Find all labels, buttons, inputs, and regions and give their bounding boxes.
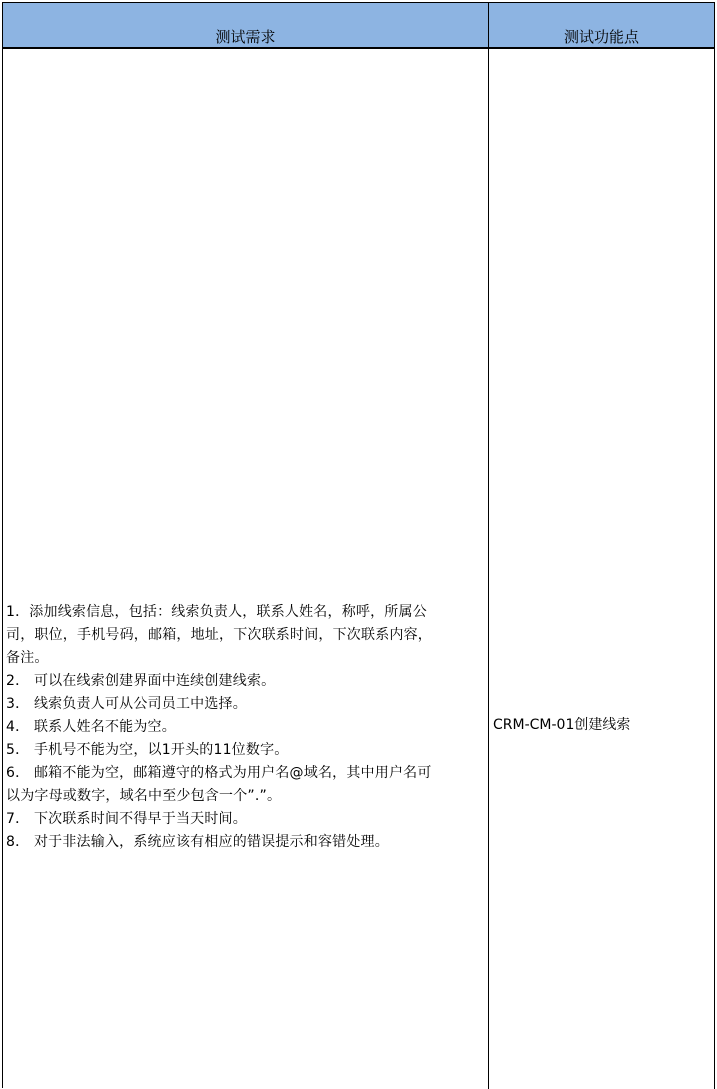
requirement-line: 8． 对于非法输入，系统应该有相应的错误提示和容错处理。 [6,834,389,850]
table-header-row [3,3,715,49]
requirement-line: 1．添加线索信息，包括：线索负责人，联系人姓名，称呼，所属公 [6,604,427,620]
requirements-text [6,601,484,854]
requirement-line: 4． 联系人姓名不能为空。 [6,719,176,735]
requirement-line: 司，职位，手机号码，邮箱，地址，下次联系时间，下次联系内容， [6,627,432,643]
spreadsheet-table [2,2,715,1088]
requirement-line: 3． 线索负责人可从公司员工中选择。 [6,696,247,712]
requirement-line: 7． 下次联系时间不得早于当天时间。 [6,811,247,827]
feature-point-text: CRM-CM-01创建线索 [493,717,631,733]
header-cell-requirements[interactable] [3,3,489,47]
header-label-requirements: 测试需求 [215,28,276,46]
header-label-feature-point: 测试功能点 [563,28,639,46]
requirement-line: 2． 可以在线索创建界面中连续创建线索。 [6,673,276,689]
cell-requirements[interactable] [3,49,489,1089]
cell-feature-point[interactable] [489,49,715,1089]
table-row [3,49,715,1089]
requirement-line: 备注。 [6,650,49,666]
requirement-line: 6． 邮箱不能为空，邮箱遵守的格式为用户名@域名，其中用户名可 [6,765,432,781]
requirement-line: 以为字母或数字，域名中至少包含一个”.”。 [6,788,282,804]
header-cell-feature-point[interactable] [489,3,715,47]
requirement-line: 5． 手机号不能为空，以1开头的11位数字。 [6,742,289,758]
